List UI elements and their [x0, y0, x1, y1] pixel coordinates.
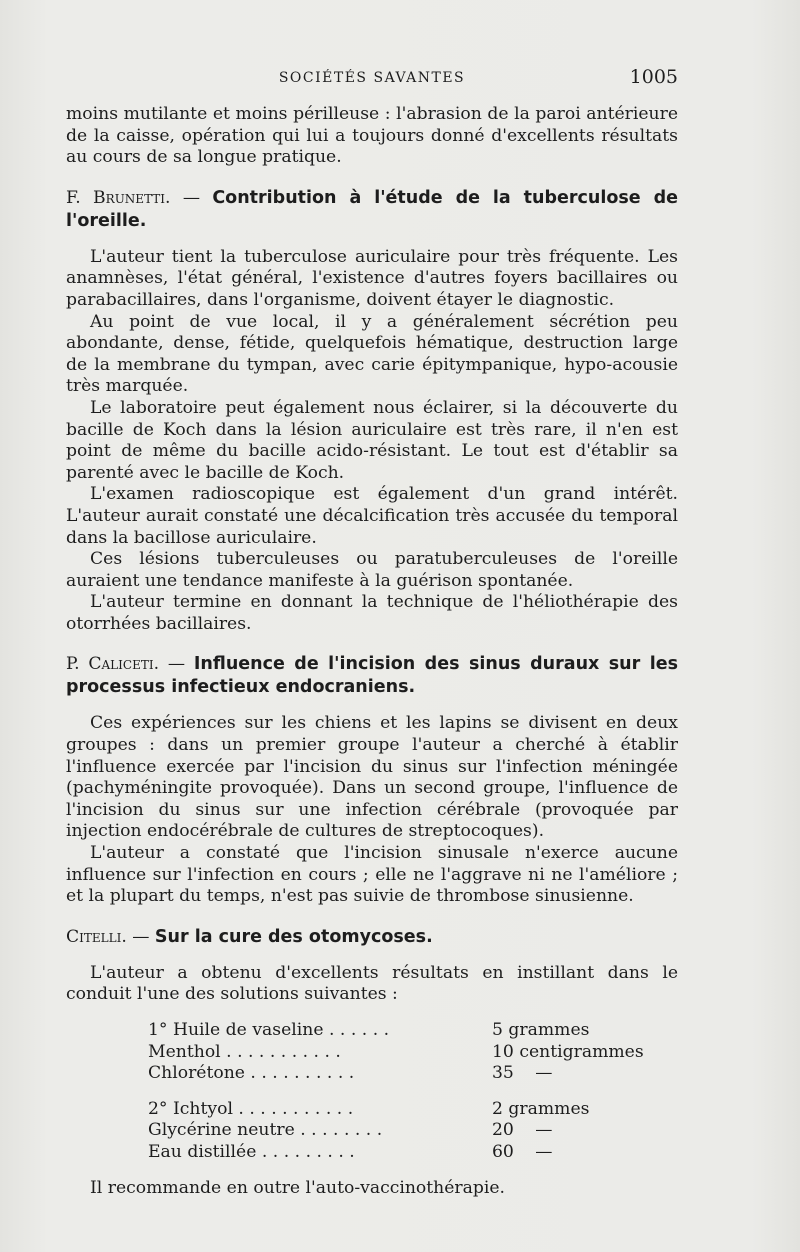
ditto-mark: —	[535, 1063, 553, 1084]
dot-leader: . . . . . . . . . . .	[226, 1041, 341, 1062]
heading-separator: —	[167, 654, 186, 675]
heading-separator: —	[182, 187, 201, 208]
ingredient: Chlorétone	[148, 1063, 245, 1084]
quantity: 5 grammes	[492, 1020, 590, 1040]
ditto-mark: —	[535, 1120, 553, 1141]
article-heading	[66, 187, 678, 233]
running-header	[66, 66, 678, 90]
paragraph: L'auteur a constaté que l'incision sinusale n'exerce aucune influence sur l'infection en cours ; elle ne l'aggrave ni ne l'améliore ; et la plupart du temps, n'est pas suivie de thrombose sinusienne.	[66, 843, 678, 907]
running-title: SOCIÉTÉS SAVANTES	[278, 70, 466, 86]
paragraph: L'auteur termine en donnant la technique de l'héliothérapie des otorrhées bacillaires.	[66, 592, 678, 634]
paragraph: Le laboratoire peut également nous éclairer, si la découverte du bacille de Koch dans la lésion auriculaire est très rare, il n'en est point de même du bacille acido-résistant. Le tout est d'établir sa parenté avec le bacille de Koch.	[66, 397, 678, 483]
article-title: Influence de l'incision des sinus duraux sur les processus infectieux endocraniens.	[66, 654, 678, 698]
formula-2	[148, 1099, 589, 1164]
dot-leader: . . . . . . . . .	[261, 1141, 355, 1162]
article-author: F. Brunetti.	[66, 187, 171, 208]
article-brunetti	[66, 187, 678, 636]
article-heading	[66, 653, 678, 699]
paragraph: Au point de vue local, il y a généralement sécrétion peu abondante, dense, fétide, quelquefois hématique, destruction large de la membrane du tympan, avec carie épitympanique, hypo-acousie très marquée.	[66, 311, 678, 397]
formula-row	[148, 1020, 644, 1042]
text-column	[66, 104, 678, 1199]
quantity: 60	[492, 1141, 514, 1162]
article-title: Sur la cure des otomycoses.	[154, 926, 433, 947]
paragraph: L'auteur tient la tuberculose auriculaire pour très fréquente. Les anamnèses, l'état général, l'existence d'autres foyers bacillaires ou parabacillaires, dans l'organisme, doivent étayer le diagnostic.	[66, 246, 678, 310]
article-heading	[66, 926, 678, 949]
article-citelli	[66, 926, 678, 1199]
heading-separator: —	[132, 926, 150, 947]
paragraph: L'auteur a obtenu d'excellents résultats en instillant dans le conduit l'une des solutions suivantes :	[66, 962, 678, 1005]
formula-row	[148, 1120, 589, 1142]
quantity: 10 centigrammes	[492, 1041, 644, 1062]
formula-row	[148, 1142, 589, 1164]
ditto-mark: —	[535, 1141, 553, 1162]
formula-1	[148, 1020, 644, 1085]
dot-leader: . . . . . . . . . . .	[238, 1098, 354, 1119]
formula-row	[148, 1099, 589, 1121]
dot-leader: . . . . . .	[328, 1020, 390, 1040]
paragraph: Ces expériences sur les chiens et les lapins se divisent en deux groupes : dans un premier groupe l'auteur a cherché à établir l'influence exercée par l'incision du sinus sur l'infection méningée (pachyméningite provoquée). Dans un second groupe, l'influence de l'incision du sinus sur une infection cérébrale (provoquée par injection endocérébrale de cultures de streptocoques).	[66, 713, 678, 842]
ingredient: 2° Ichtyol	[148, 1098, 233, 1119]
intro-paragraph: moins mutilante et moins périlleuse : l'abrasion de la paroi antérieure de la caisse, opération qui lui a toujours donné d'excellents résultats au cours de sa longue pratique.	[66, 104, 678, 168]
article-caliceti	[66, 653, 678, 907]
paragraph: L'examen radioscopique est également d'un grand intérêt. L'auteur aurait constaté une décalcification très accusée du temporal dans la bacillose auriculaire.	[66, 484, 678, 548]
quantity: 20	[492, 1120, 514, 1141]
article-title: Contribution à l'étude de la tuberculose de l'oreille.	[66, 187, 679, 231]
formula-row	[148, 1063, 644, 1085]
ingredient: Eau distillée	[148, 1141, 257, 1162]
article-author: Citelli.	[66, 926, 127, 947]
dot-leader: . . . . . . . . . .	[250, 1063, 355, 1084]
ingredient: 1° Huile de vaseline	[148, 1020, 324, 1040]
paragraph: Ces lésions tuberculeuses ou paratuberculeuses de l'oreille auraient une tendance manifeste à la guérison spontanée.	[66, 549, 678, 591]
dot-leader: . . . . . . . .	[300, 1120, 383, 1141]
quantity: 35	[492, 1063, 514, 1084]
ingredient: Glycérine neutre	[148, 1120, 295, 1141]
formula-row	[148, 1042, 644, 1064]
article-author: P. Caliceti.	[66, 654, 160, 675]
closing-paragraph: Il recommande en outre l'auto-vaccinothérapie.	[90, 1177, 506, 1198]
page-number: 1005	[629, 66, 678, 88]
ingredient: Menthol	[148, 1041, 221, 1062]
quantity: 2 grammes	[492, 1098, 590, 1119]
